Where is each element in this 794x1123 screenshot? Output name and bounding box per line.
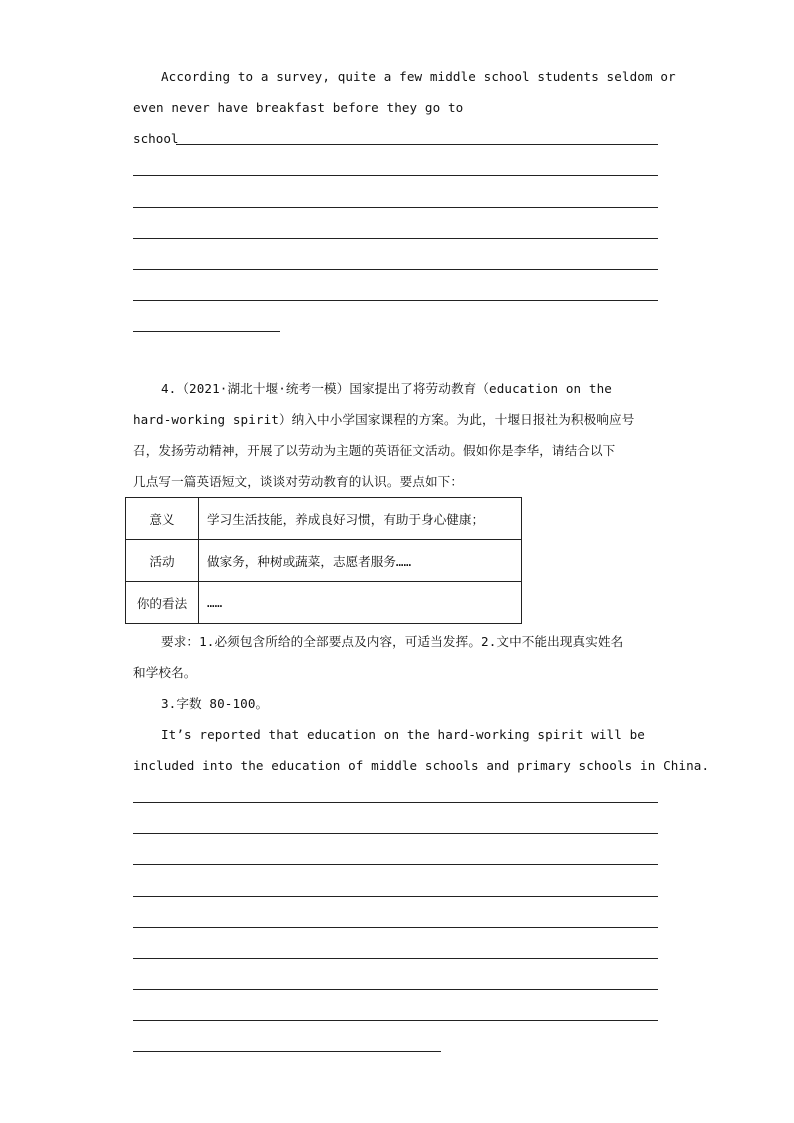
passage-line: even never have breakfast before they go to [133, 100, 464, 115]
table-cell-content: …… [199, 582, 522, 624]
writing-line [133, 989, 658, 990]
writing-line [133, 1051, 441, 1052]
table-cell-content: 做家务，种树或蔬菜，志愿者服务…… [199, 540, 522, 582]
writing-line [133, 331, 280, 332]
writing-line [133, 896, 658, 897]
requirements-line: 要求：1.必须包含所给的全部要点及内容，可适当发挥。2.文中不能出现真实姓名 [161, 634, 624, 649]
question-line: 几点写一篇英语短文，谈谈对劳动教育的认识。要点如下： [133, 474, 464, 489]
writing-line [133, 300, 658, 301]
writing-line [133, 927, 658, 928]
requirements-line: 3.字数 80-100。 [161, 696, 269, 711]
table-cell-label: 意义 [126, 498, 199, 540]
table-row [126, 582, 522, 624]
key-points-table [125, 497, 522, 624]
writing-line [133, 802, 658, 803]
writing-line [133, 175, 658, 176]
writing-line [133, 833, 658, 834]
question-line: hard-working spirit）纳入中小学国家课程的方案。为此，十堰日报社为积极响应号 [133, 412, 635, 427]
requirements-line: 和学校名。 [133, 665, 197, 680]
opening-sentence-line: included into the education of middle schools and primary schools in China. [133, 758, 710, 773]
question-line: 召，发扬劳动精神，开展了以劳动为主题的英语征文活动。假如你是李华，请结合以下 [133, 443, 616, 458]
writing-line [133, 1020, 658, 1021]
table-cell-label: 活动 [126, 540, 199, 582]
opening-sentence-line: It’s reported that education on the hard-working spirit will be [161, 727, 645, 742]
table-cell-label: 你的看法 [126, 582, 199, 624]
table-cell-content: 学习生活技能，养成良好习惯，有助于身心健康； [199, 498, 522, 540]
writing-line [133, 238, 658, 239]
table-row [126, 498, 522, 540]
writing-line [133, 269, 658, 270]
writing-line [133, 207, 658, 208]
passage-line-start: school [133, 131, 179, 146]
writing-line [133, 864, 658, 865]
passage-line: According to a survey, quite a few middle school students seldom or [161, 69, 676, 84]
table-row [126, 540, 522, 582]
question-line: 4.（2021·湖北十堰·统考一模）国家提出了将劳动教育（education on the [161, 381, 612, 396]
writing-line [176, 144, 658, 145]
writing-line [133, 958, 658, 959]
